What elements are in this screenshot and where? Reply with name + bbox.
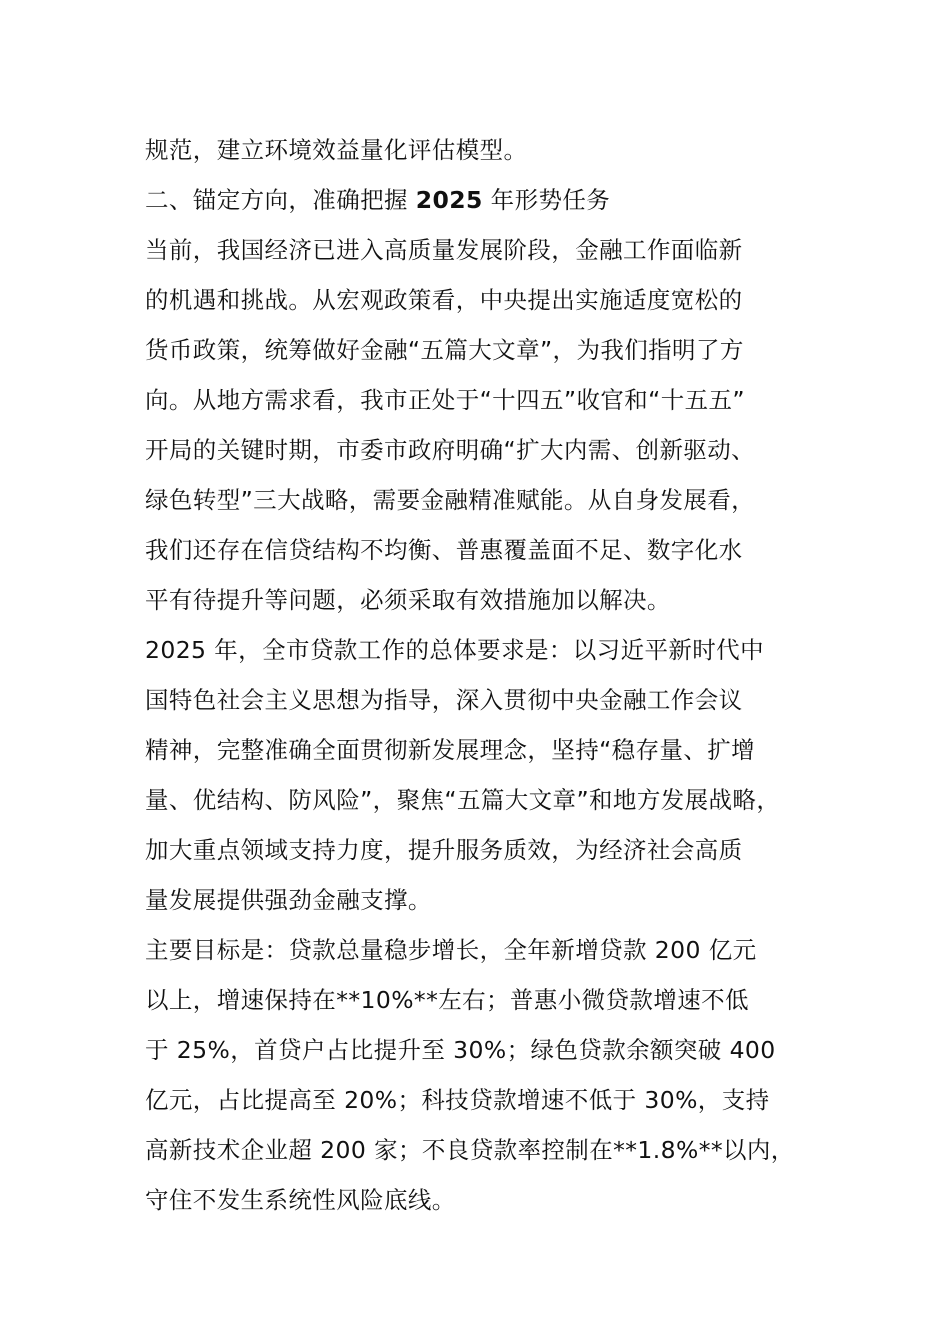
text-line-5: 货币政策，统筹做好金融“五篇大文章”，为我们指明了方	[145, 336, 744, 364]
text-line-16: 量发展提供强劲金融支撑。	[145, 886, 432, 914]
text-line-15: 加大重点领域支持力度，提升服务质效，为经济社会高质	[145, 836, 743, 864]
text-line-9: 我们还存在信贷结构不均衡、普惠覆盖面不足、数字化水	[145, 536, 743, 564]
text-line-4: 的机遇和挑战。从宏观政策看，中央提出实施适度宽松的	[145, 286, 743, 314]
text-line-18: 以上，增速保持在**10%**左右；普惠小微贷款增速不低	[145, 986, 749, 1014]
text-line-12: 国特色社会主义思想为指导，深入贯彻中央金融工作会议	[145, 686, 743, 714]
document-page	[145, 125, 835, 1225]
text-line-20: 亿元，占比提高至 20%；科技贷款增速不低于 30%，支持	[145, 1086, 770, 1114]
text-line-14: 量、优结构、防风险”，聚焦“五篇大文章”和地方发展战略，	[145, 786, 781, 814]
text-line-22: 守住不发生系统性风险底线。	[145, 1186, 456, 1214]
section-heading-suffix: 年形势任务	[490, 186, 611, 214]
text-line-11: 2025 年，全市贷款工作的总体要求是：以习近平新时代中	[145, 636, 764, 664]
text-line-3: 当前，我国经济已进入高质量发展阶段，金融工作面临新	[145, 236, 743, 264]
text-line-7: 开局的关键时期，市委市政府明确“扩大内需、创新驱动、	[145, 436, 756, 464]
text-line-10: 平有待提升等问题，必须采取有效措施加以解决。	[145, 586, 671, 614]
text-line-13: 精神，完整准确全面贯彻新发展理念，坚持“稳存量、扩增	[145, 736, 756, 764]
section-heading-year: 2025	[415, 186, 483, 214]
text-line-6: 向。从地方需求看，我市正处于“十四五”收官和“十五五”	[145, 386, 745, 414]
section-heading	[145, 175, 835, 225]
text-line-21: 高新技术企业超 200 家；不良贷款率控制在**1.8%**以内，	[145, 1136, 795, 1164]
text-line-19: 于 25%，首贷户占比提升至 30%；绿色贷款余额突破 400	[145, 1036, 776, 1064]
text-line-17: 主要目标是：贷款总量稳步增长，全年新增贷款 200 亿元	[145, 936, 757, 964]
text-line-1: 规范，建立环境效益量化评估模型。	[145, 136, 528, 164]
section-heading-prefix: 二、锚定方向，准确把握	[145, 186, 408, 214]
text-line-8: 绿色转型”三大战略，需要金融精准赋能。从自身发展看，	[145, 486, 756, 514]
